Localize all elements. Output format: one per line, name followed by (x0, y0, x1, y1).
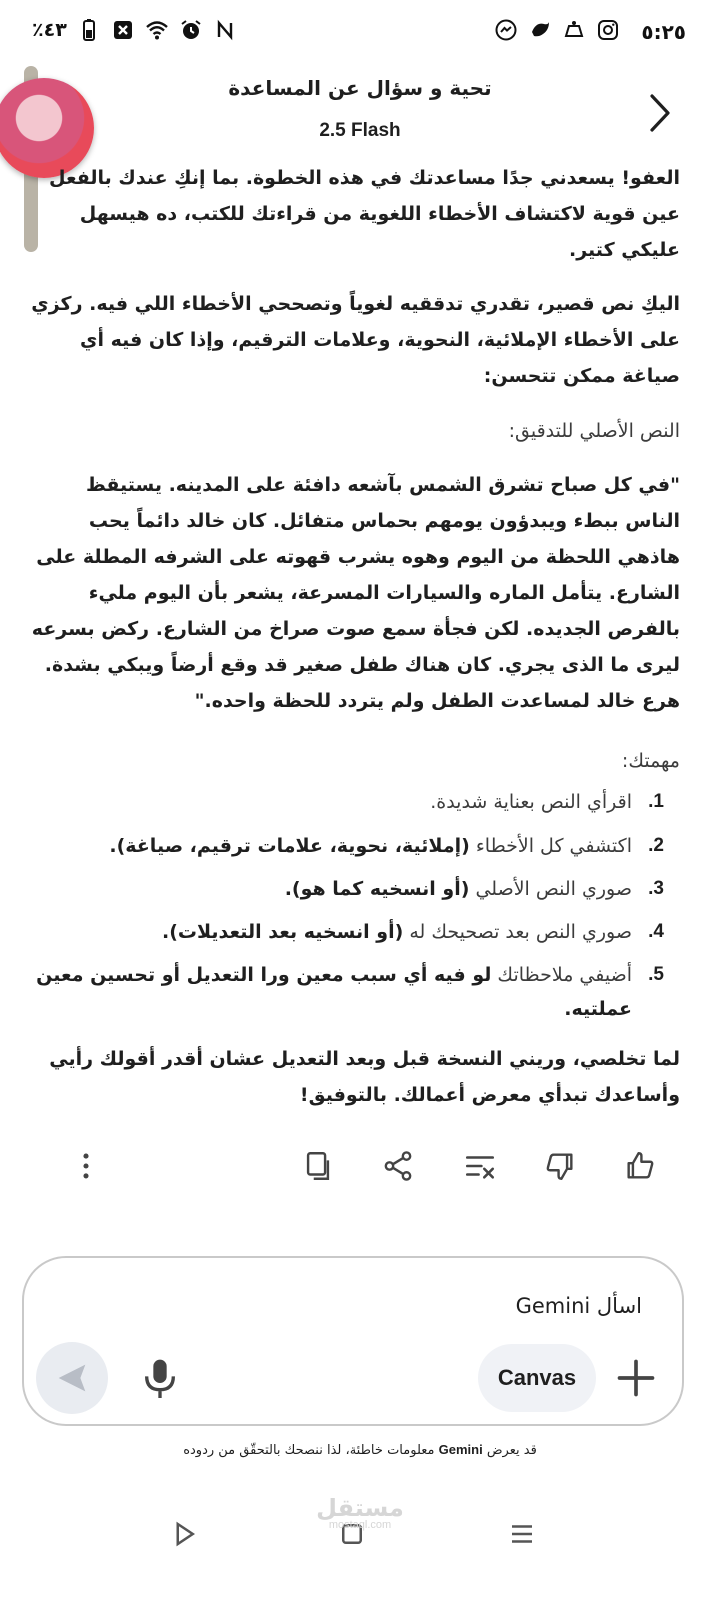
conversation-title[interactable]: تحية و سؤال عن المساعدة (228, 76, 492, 100)
disclaimer-before: قد يعرض (482, 1443, 537, 1458)
disclaimer-brand: Gemini (438, 1442, 483, 1457)
response-actions (0, 1140, 720, 1190)
list-item-emphasis: لو فيه أي سبب معين ورا التعديل أو تحسين معين عملتيه. (36, 964, 632, 1021)
model-selector[interactable]: 2.5 Flash (319, 120, 401, 141)
thumbs-up-icon (623, 1149, 657, 1183)
share-button[interactable] (378, 1146, 418, 1186)
modify-response-button[interactable] (460, 1146, 500, 1186)
copy-icon (301, 1149, 335, 1183)
more-options-button[interactable] (66, 1146, 106, 1186)
list-item-text: اكتشفي كل الأخطاء (469, 834, 632, 857)
share-icon (381, 1149, 415, 1183)
disclaimer-text (0, 1442, 720, 1458)
nav-back-button[interactable] (164, 1514, 204, 1554)
message-paragraph-instructions: اليكِ نص قصير، تقدري تدققيه لغوياً وتصححي الأخطاء اللي فيه. ركزي على الأخطاء الإملائية، النحوية، وعلامات الترقيم، وإذا كان فيه أي صياغة ممكن تتحسن: (31, 293, 680, 388)
nav-recents-button[interactable] (502, 1514, 542, 1554)
nfc-icon (213, 18, 237, 42)
list-item-number: 5. (648, 964, 664, 986)
status-left (32, 18, 237, 42)
list-item-text: أضيفي ملاحظاتك (491, 964, 632, 987)
list-item (30, 872, 680, 906)
message-paragraph-intro: العفو! يسعدني جدًا مساعدتك في هذه الخطوة. بما إنكِ عندك بالفعل عين قوية لاكتشاف الأخطاء اللغوية من قراءتك للكتب، ده هيسهل عليكي كتير. (49, 167, 680, 262)
chat-header (0, 64, 720, 154)
list-item (30, 785, 680, 819)
list-item-text: صوري النص بعد تصحيحك له (403, 920, 632, 943)
list-item-number: 2. (648, 834, 664, 856)
send-button[interactable] (36, 1342, 108, 1414)
thumbs-down-icon (543, 1149, 577, 1183)
thumbs-down-button[interactable] (540, 1146, 580, 1186)
battery-percent: ٪٤٣ (32, 19, 67, 41)
triangle-back-icon (169, 1519, 199, 1549)
watermark (300, 1496, 420, 1531)
list-item-text: اقرأي النص بعناية شديدة. (430, 791, 632, 814)
prompt-input-box[interactable] (22, 1256, 684, 1426)
list-item-number: 1. (648, 791, 664, 813)
alarm-icon (179, 18, 203, 42)
list-item-emphasis: (أو انسخيه بعد التعديلات). (161, 920, 404, 943)
chevron-right-icon[interactable] (646, 92, 674, 134)
app-bird-icon (528, 18, 552, 42)
list-item-number: 4. (648, 920, 664, 942)
message-paragraph-closing: لما تخلصي، وريني النسخة قبل وبعد التعديل عشان أقدر أقولك رأيي وأساعدك تبدأي معرض أعمالك. بالتوفيق! (49, 1047, 680, 1106)
original-text-quote: "في كل صباح تشرق الشمس بآشعه دافئة على المدينه. يستيقظ الناس ببطء ويبدؤون يومهم بحماس متفائل. كان خالد دائماً يحب هاذهي اللحظة من اليوم وهوه يشرب قهوته على الشرفه المطلة على الشارع. يتأمل الماره والسيارات المسرعة، يشعر بأن اليوم مليء بالفرص الجديده. لكن فجأة سمع صوت صراخ من الشارع. ركض بسرعه ليرى ما الذى يجري. كان هناك طفل صغير قد وقع أرضاً ويبكي بشدة. هرع خالد لمساعدت الطفل ولم يتردد للحظة واحده." (31, 473, 680, 713)
instagram-icon (596, 18, 620, 42)
watermark-arabic: مستقل (316, 1494, 404, 1522)
tasks-heading: مهمتك: (621, 750, 680, 773)
list-item-emphasis: (أو انسخيه كما هو). (284, 877, 470, 900)
tasks-list (30, 785, 680, 1026)
disclaimer-after: معلومات خاطئة، لذا ننصحك بالتحقّق من ردوده (183, 1443, 439, 1458)
list-item-number: 3. (648, 877, 664, 899)
more-icon (69, 1149, 103, 1183)
original-text-heading: النص الأصلي للتدقيق: (508, 419, 680, 442)
list-item (30, 829, 680, 863)
battery-icon (77, 18, 101, 42)
list-item-emphasis: (إملائية، نحوية، علامات ترقيم، صياغة). (109, 834, 470, 857)
copy-button[interactable] (298, 1146, 338, 1186)
microphone-icon[interactable] (140, 1356, 180, 1400)
camera-icon (562, 18, 586, 42)
canvas-button[interactable]: Canvas (478, 1344, 596, 1412)
prompt-input-placeholder[interactable]: اسأل Gemini (515, 1294, 642, 1318)
plus-icon[interactable] (614, 1356, 658, 1400)
list-item (30, 958, 680, 1026)
menu-lines-icon (507, 1519, 537, 1549)
list-item-text: صوري النص الأصلي (469, 877, 632, 900)
clock: ٥:٢٥ (641, 20, 686, 44)
wifi-icon (145, 18, 169, 42)
thumbs-up-button[interactable] (620, 1146, 660, 1186)
status-bar (0, 0, 720, 64)
list-item (30, 915, 680, 949)
assistant-message (30, 160, 680, 1131)
messenger-icon (494, 18, 518, 42)
x-box-icon (111, 18, 135, 42)
watermark-latin: mostaql.com (328, 1519, 392, 1531)
status-right-icons (494, 18, 620, 42)
send-icon (52, 1358, 92, 1398)
modify-icon (463, 1149, 497, 1183)
